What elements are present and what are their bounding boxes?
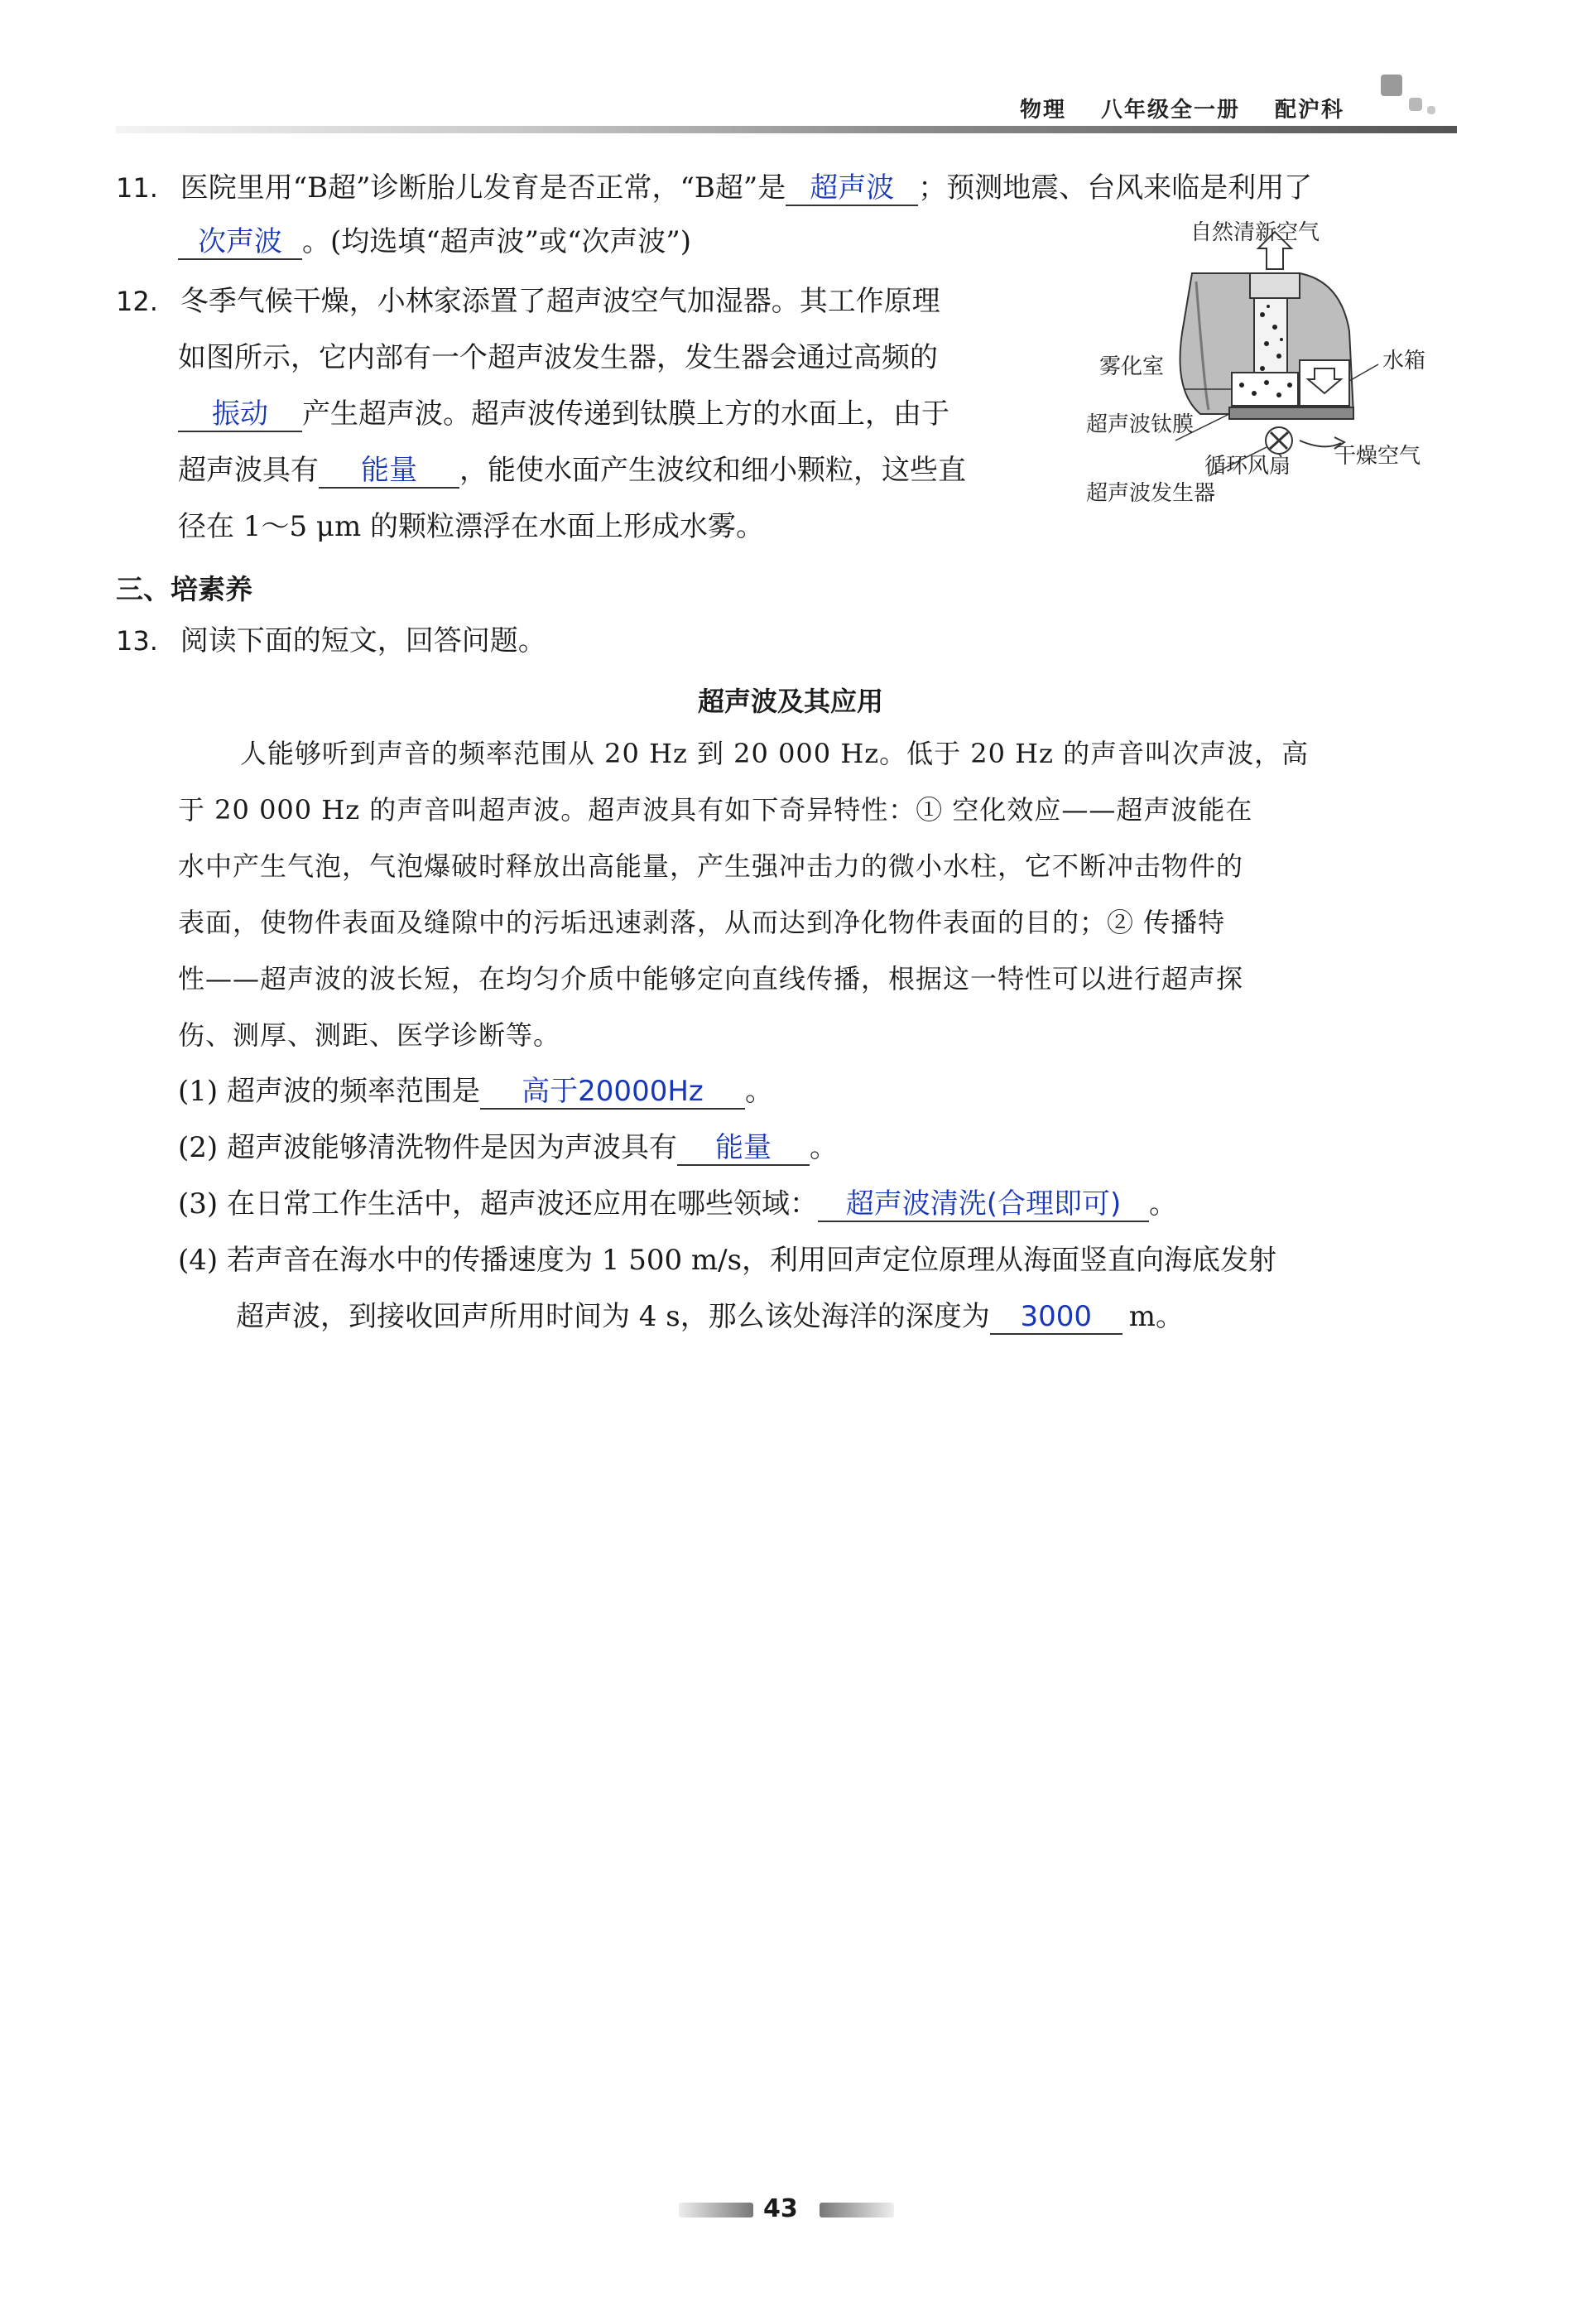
- q13-sub2-answer: 能量: [677, 1131, 810, 1166]
- q11-answer1: 超声波: [786, 171, 918, 206]
- header-edition: 配沪科: [1275, 98, 1345, 123]
- q13-sub3: (3) 在日常工作生活中，超声波还应用在哪些领域： 超声波清洗(合理即可) 。: [178, 1187, 1177, 1221]
- header-decor-square: [1381, 75, 1402, 96]
- header-grade: 八年级全一册: [1101, 98, 1241, 123]
- label-atomizing-chamber: 雾化室: [1099, 354, 1165, 379]
- air-outlet: [1250, 273, 1300, 298]
- q12-number: 12.: [116, 286, 158, 317]
- article-para-line: 表面，使物件表面及缝隙中的污垢迅速剥落，从而达到净化物件表面的目的；② 传播特: [178, 907, 1226, 938]
- header-decor-square: [1427, 106, 1435, 114]
- q12-answer2: 能量: [319, 454, 459, 489]
- page-number: 43: [763, 2194, 798, 2223]
- label-fresh-air: 自然清新空气: [1190, 220, 1320, 245]
- section-title: 三、培素养: [116, 573, 252, 605]
- q11-line1: 11. 医院里用“B超”诊断胎儿发育是否正常，“B超”是 超声波 ；预测地震、台风来临是利用了: [116, 171, 1313, 205]
- header-subject: 物理: [1020, 98, 1067, 123]
- q13-number: 13.: [116, 625, 158, 657]
- article-para-line: 性——超声波的波长短，在均匀介质中能够定向直线传播，根据这一特性可以进行超声探: [178, 963, 1244, 994]
- q12-line5: 径在 1～5 μm 的颗粒漂浮在水面上形成水雾。: [178, 510, 765, 543]
- article-para-line: 水中产生气泡，气泡爆破时释放出高能量，产生强冲击力的微小水柱，它不断冲击物件的: [178, 850, 1244, 882]
- q13-sub2: (2) 超声波能够清洗物件是因为声波具有 能量 。: [178, 1131, 838, 1164]
- q12-answer1: 振动: [178, 397, 302, 432]
- q11-answer2: 次声波: [178, 225, 302, 260]
- header-rule: [116, 126, 1457, 133]
- humidifier-figure: [1086, 220, 1457, 506]
- footer-decor-right: [820, 2203, 894, 2217]
- article-para-line: 于 20 000 Hz 的声音叫超声波。超声波具有如下奇异特性：① 空化效应——超声波能在: [178, 794, 1253, 826]
- q13-sub4-line1: (4) 若声音在海水中的传播速度为 1 500 m/s，利用回声定位原理从海面竖直向海底发射: [178, 1244, 1277, 1277]
- label-titanium-film: 超声波钛膜: [1086, 412, 1195, 437]
- leader-line: [1349, 364, 1378, 381]
- label-generator: 超声波发生器: [1086, 481, 1216, 506]
- q11-number: 11.: [116, 172, 158, 204]
- q13-intro-line: 13. 阅读下面的短文，回答问题。: [116, 624, 546, 657]
- label-fan: 循环风扇: [1204, 454, 1291, 479]
- label-water-tank: 水箱: [1382, 349, 1426, 373]
- q12-line3: 振动 产生超声波。超声波传递到钛膜上方的水面上，由于: [178, 396, 949, 432]
- atomizing-chamber: [1232, 373, 1298, 406]
- article-title: 超声波及其应用: [698, 686, 884, 717]
- q12-line1: 12. 冬季气候干燥，小林家添置了超声波空气加湿器。其工作原理: [116, 285, 940, 318]
- label-dry-air: 干燥空气: [1334, 444, 1421, 469]
- header-decor-square: [1409, 98, 1422, 111]
- q12-line4: 超声波具有 能量 ，能使水面产生波纹和细小颗粒，这些直: [178, 454, 966, 487]
- article-para-line: 人能够听到声音的频率范围从 20 Hz 到 20 000 Hz。低于 20 Hz 的声音叫次声波，高: [240, 738, 1310, 769]
- q13-sub1: (1) 超声波的频率范围是 高于20000Hz 。: [178, 1075, 773, 1108]
- titanium-film: [1229, 407, 1353, 419]
- q11-line2: 次声波 。(均选填“超声波”或“次声波”): [178, 224, 691, 260]
- q13-sub4-answer: 3000: [990, 1300, 1122, 1335]
- article-para-line: 伤、测厚、测距、医学诊断等。: [178, 1019, 561, 1051]
- q13-sub3-answer: 超声波清洗(合理即可): [818, 1187, 1149, 1222]
- q12-line2: 如图所示，它内部有一个超声波发生器，发生器会通过高频的: [178, 341, 938, 374]
- q13-sub4-line2: 超声波，到接收回声所用时间为 4 s，那么该处海洋的深度为 3000 m。: [236, 1300, 1184, 1333]
- q13-sub1-answer: 高于20000Hz: [480, 1075, 745, 1110]
- footer-decor-left: [679, 2203, 753, 2217]
